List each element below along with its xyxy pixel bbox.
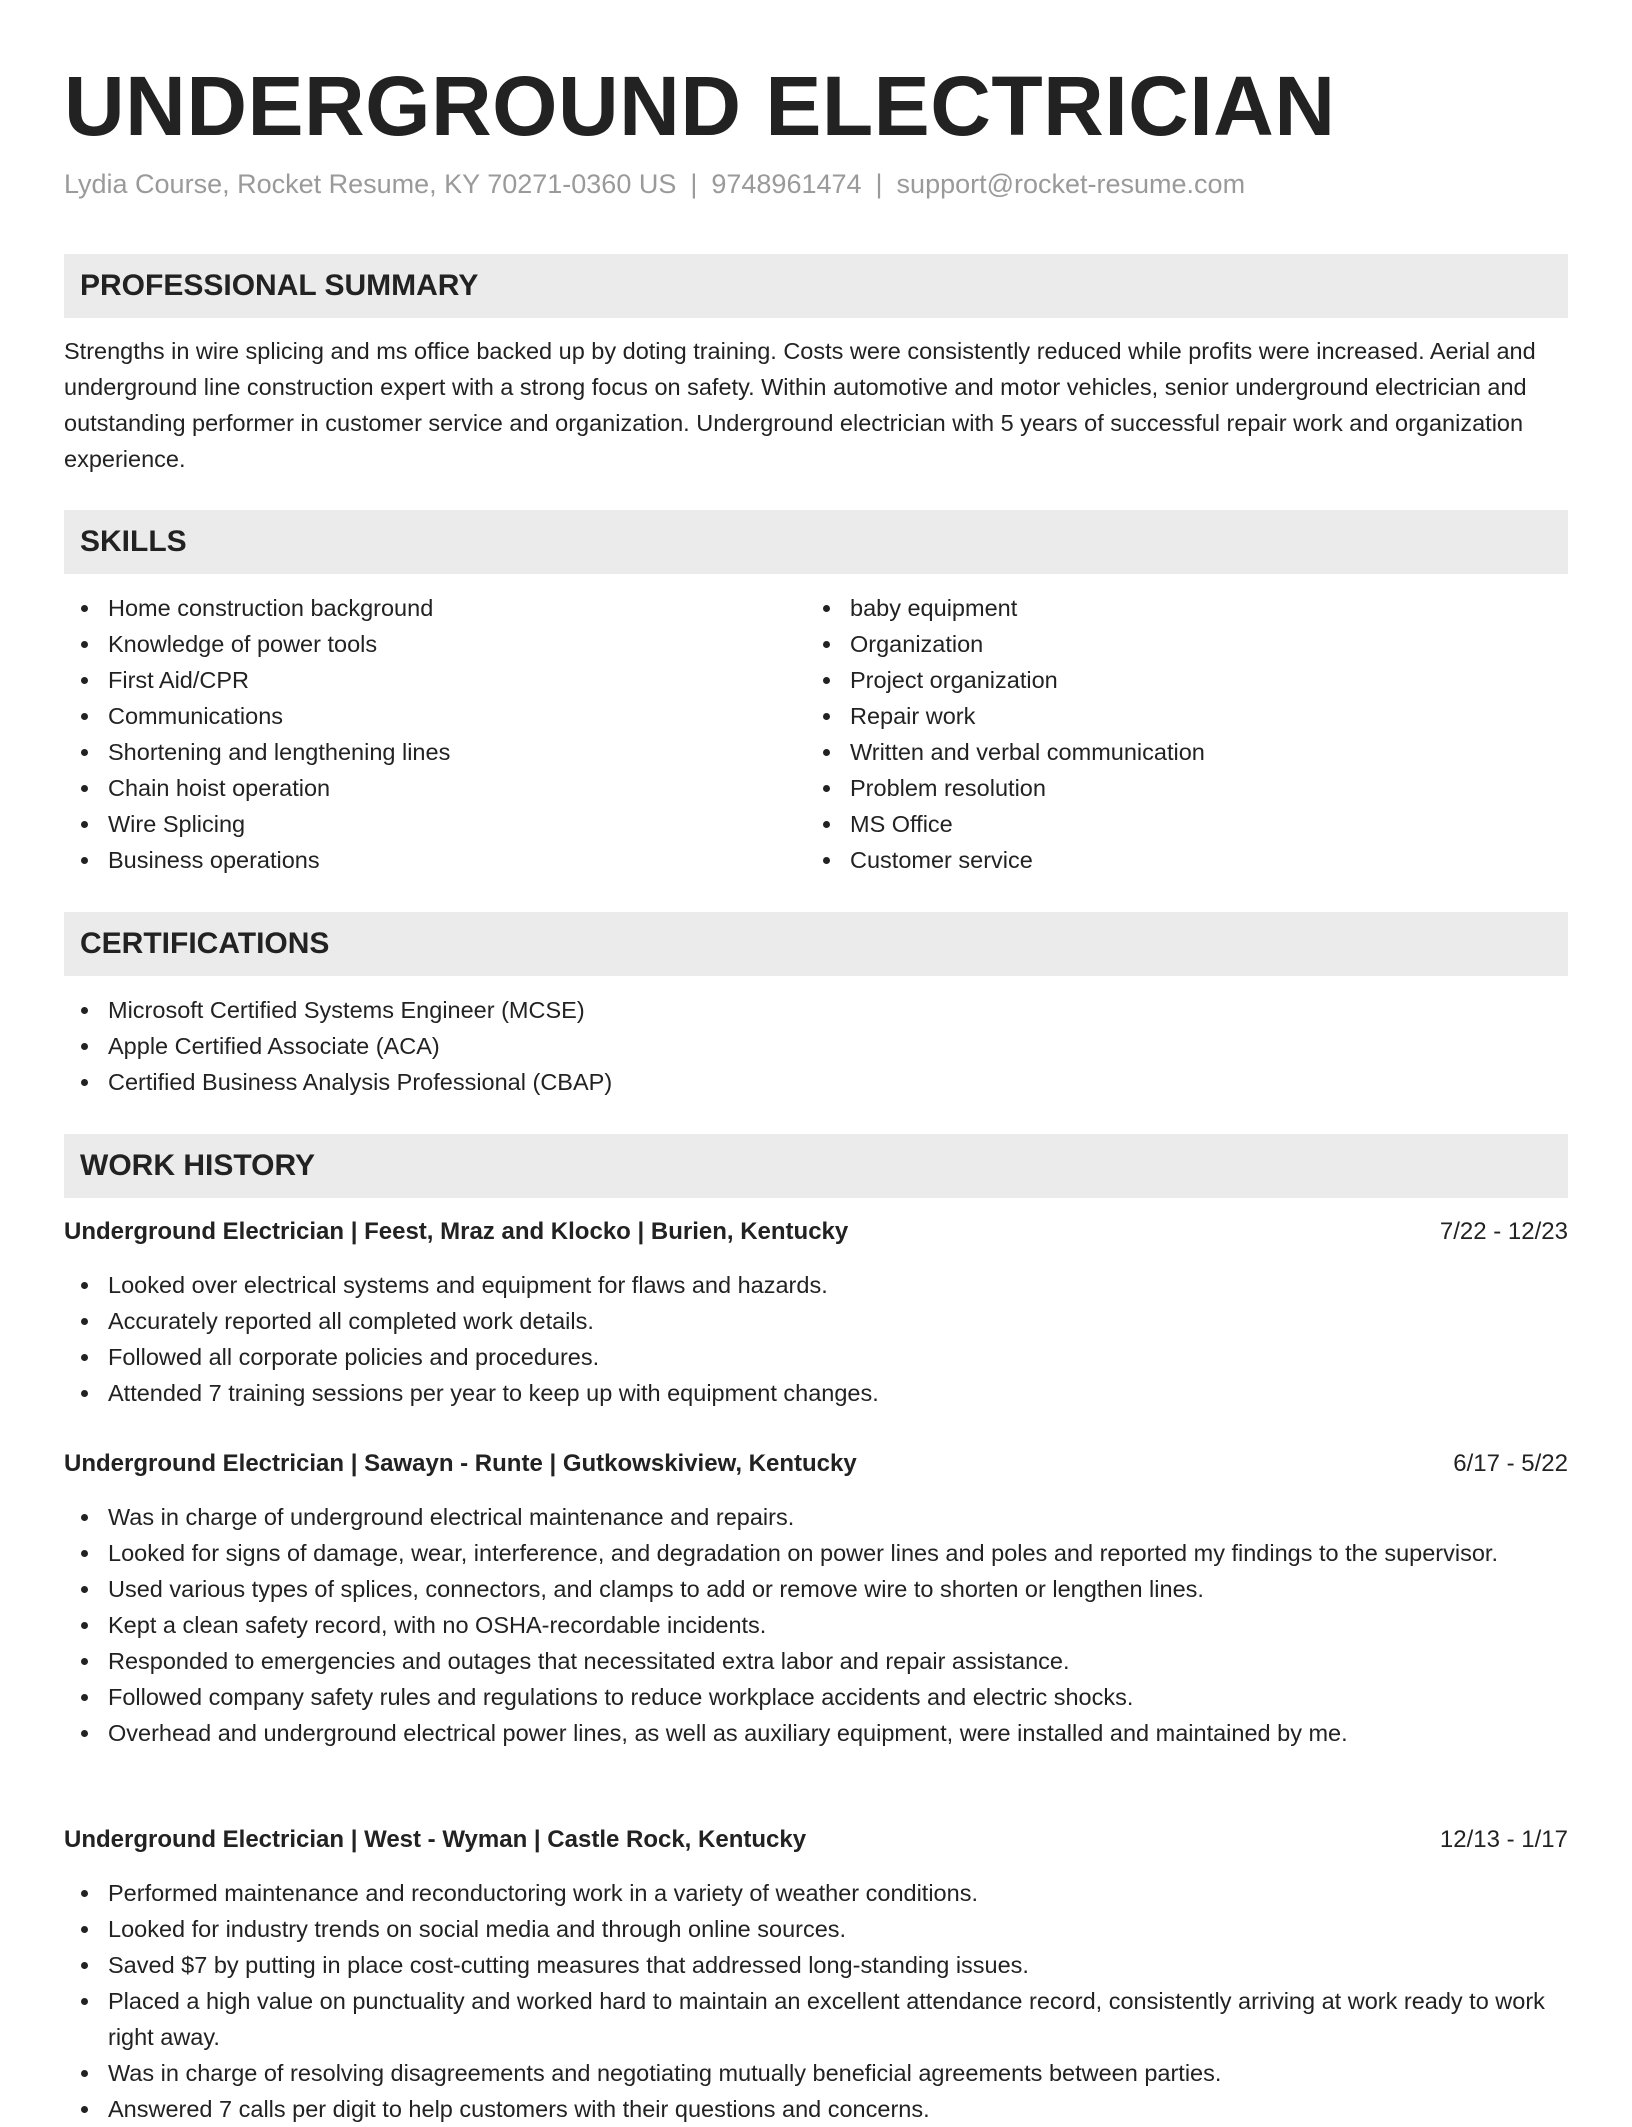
- skills-list-right: [806, 590, 1546, 878]
- skill-item: Project organization: [806, 662, 1546, 698]
- skill-item: Problem resolution: [806, 770, 1546, 806]
- job-bullet: Looked for signs of damage, wear, interference, and degradation on power lines and poles and reported my findings to the supervisor.: [64, 1535, 1568, 1571]
- job-header: [64, 1214, 1568, 1250]
- job-dates: 7/22 - 12/23: [1439, 1218, 1568, 1245]
- skills-heading: SKILLS: [64, 510, 1568, 574]
- certification-item: Apple Certified Associate (ACA): [64, 1028, 1568, 1064]
- job-bullet: Saved $7 by putting in place cost-cutting measures that addressed long-standing issues.: [64, 1947, 1568, 1983]
- job-title: Underground Electrician | Feest, Mraz and Klocko | Burien, Kentucky: [64, 1218, 849, 1245]
- contact-phone: 9748961474: [711, 169, 862, 199]
- certification-item: Microsoft Certified Systems Engineer (MCSE): [64, 992, 1568, 1028]
- job-bullets: [64, 1267, 1568, 1411]
- contact-separator: |: [875, 169, 883, 199]
- contact-email: support@rocket-resume.com: [896, 169, 1246, 199]
- contact-address: Lydia Course, Rocket Resume, KY 70271-0360 US: [64, 169, 677, 199]
- job-title: Underground Electrician | West - Wyman | Castle Rock, Kentucky: [64, 1826, 807, 1853]
- job-bullet: Kept a clean safety record, with no OSHA-recordable incidents.: [64, 1607, 1568, 1643]
- job-bullet: Looked over electrical systems and equipment for flaws and hazards.: [64, 1267, 1568, 1303]
- skill-item: Customer service: [806, 842, 1546, 878]
- job-bullet: Responded to emergencies and outages that necessitated extra labor and repair assistance.: [64, 1643, 1568, 1679]
- skill-item: First Aid/CPR: [64, 662, 804, 698]
- job-bullet: Was in charge of underground electrical maintenance and repairs.: [64, 1499, 1568, 1535]
- skill-item: Shortening and lengthening lines: [64, 734, 804, 770]
- job-bullet: Was in charge of resolving disagreements and negotiating mutually beneficial agreements between parties.: [64, 2055, 1568, 2091]
- job-bullet: Followed all corporate policies and procedures.: [64, 1339, 1568, 1375]
- job-header: [64, 1822, 1568, 1858]
- job-bullet: Looked for industry trends on social media and through online sources.: [64, 1911, 1568, 1947]
- job-bullet: Answered 7 calls per digit to help customers with their questions and concerns.: [64, 2091, 1568, 2127]
- job-bullets: [64, 1499, 1568, 1751]
- job-bullet: Attended 7 training sessions per year to keep up with equipment changes.: [64, 1375, 1568, 1411]
- job-bullet: Placed a high value on punctuality and worked hard to maintain an excellent attendance record, consistently arriving at work ready to work right away.: [64, 1983, 1568, 2055]
- skill-item: Chain hoist operation: [64, 770, 804, 806]
- certification-item: Certified Business Analysis Professional (CBAP): [64, 1064, 1568, 1100]
- job-bullet: Overhead and underground electrical power lines, as well as auxiliary equipment, were installed and maintained by me.: [64, 1715, 1568, 1751]
- work-history-heading: WORK HISTORY: [64, 1134, 1568, 1198]
- skill-item: Organization: [806, 626, 1546, 662]
- skill-item: Wire Splicing: [64, 806, 804, 842]
- certifications-heading: CERTIFICATIONS: [64, 912, 1568, 976]
- skill-item: Communications: [64, 698, 804, 734]
- contact-separator: |: [690, 169, 698, 199]
- job-bullet: Accurately reported all completed work details.: [64, 1303, 1568, 1339]
- certifications-list: [64, 992, 1568, 1100]
- summary-text: Strengths in wire splicing and ms office backed up by doting training. Costs were consistently reduced while profits were increased. Aerial and underground line construction expert with a strong focus on safety. Within automotive and motor vehicles, senior underground electrician and outstanding performer in customer service and organization. Underground electrician with 5 years of successful repair work and organization experience.: [64, 338, 1536, 472]
- skill-item: Business operations: [64, 842, 804, 878]
- resume-title: UNDERGROUND ELECTRICIAN: [64, 59, 1336, 153]
- summary-heading: PROFESSIONAL SUMMARY: [64, 254, 1568, 318]
- skill-item: Repair work: [806, 698, 1546, 734]
- job-header: [64, 1446, 1568, 1482]
- contact-line: [64, 166, 1245, 202]
- job-bullet: Performed maintenance and reconductoring work in a variety of weather conditions.: [64, 1875, 1568, 1911]
- skill-item: Written and verbal communication: [806, 734, 1546, 770]
- job-bullets: [64, 1875, 1568, 2127]
- skill-item: MS Office: [806, 806, 1546, 842]
- skill-item: baby equipment: [806, 590, 1546, 626]
- job-dates: 6/17 - 5/22: [1453, 1450, 1568, 1477]
- skill-item: Home construction background: [64, 590, 804, 626]
- job-bullet: Used various types of splices, connectors, and clamps to add or remove wire to shorten or lengthen lines.: [64, 1571, 1568, 1607]
- job-dates: 12/13 - 1/17: [1439, 1826, 1568, 1853]
- skills-list-left: [64, 590, 804, 878]
- job-title: Underground Electrician | Sawayn - Runte | Gutkowskiview, Kentucky: [64, 1450, 857, 1477]
- job-bullet: Followed company safety rules and regulations to reduce workplace accidents and electric shocks.: [64, 1679, 1568, 1715]
- skill-item: Knowledge of power tools: [64, 626, 804, 662]
